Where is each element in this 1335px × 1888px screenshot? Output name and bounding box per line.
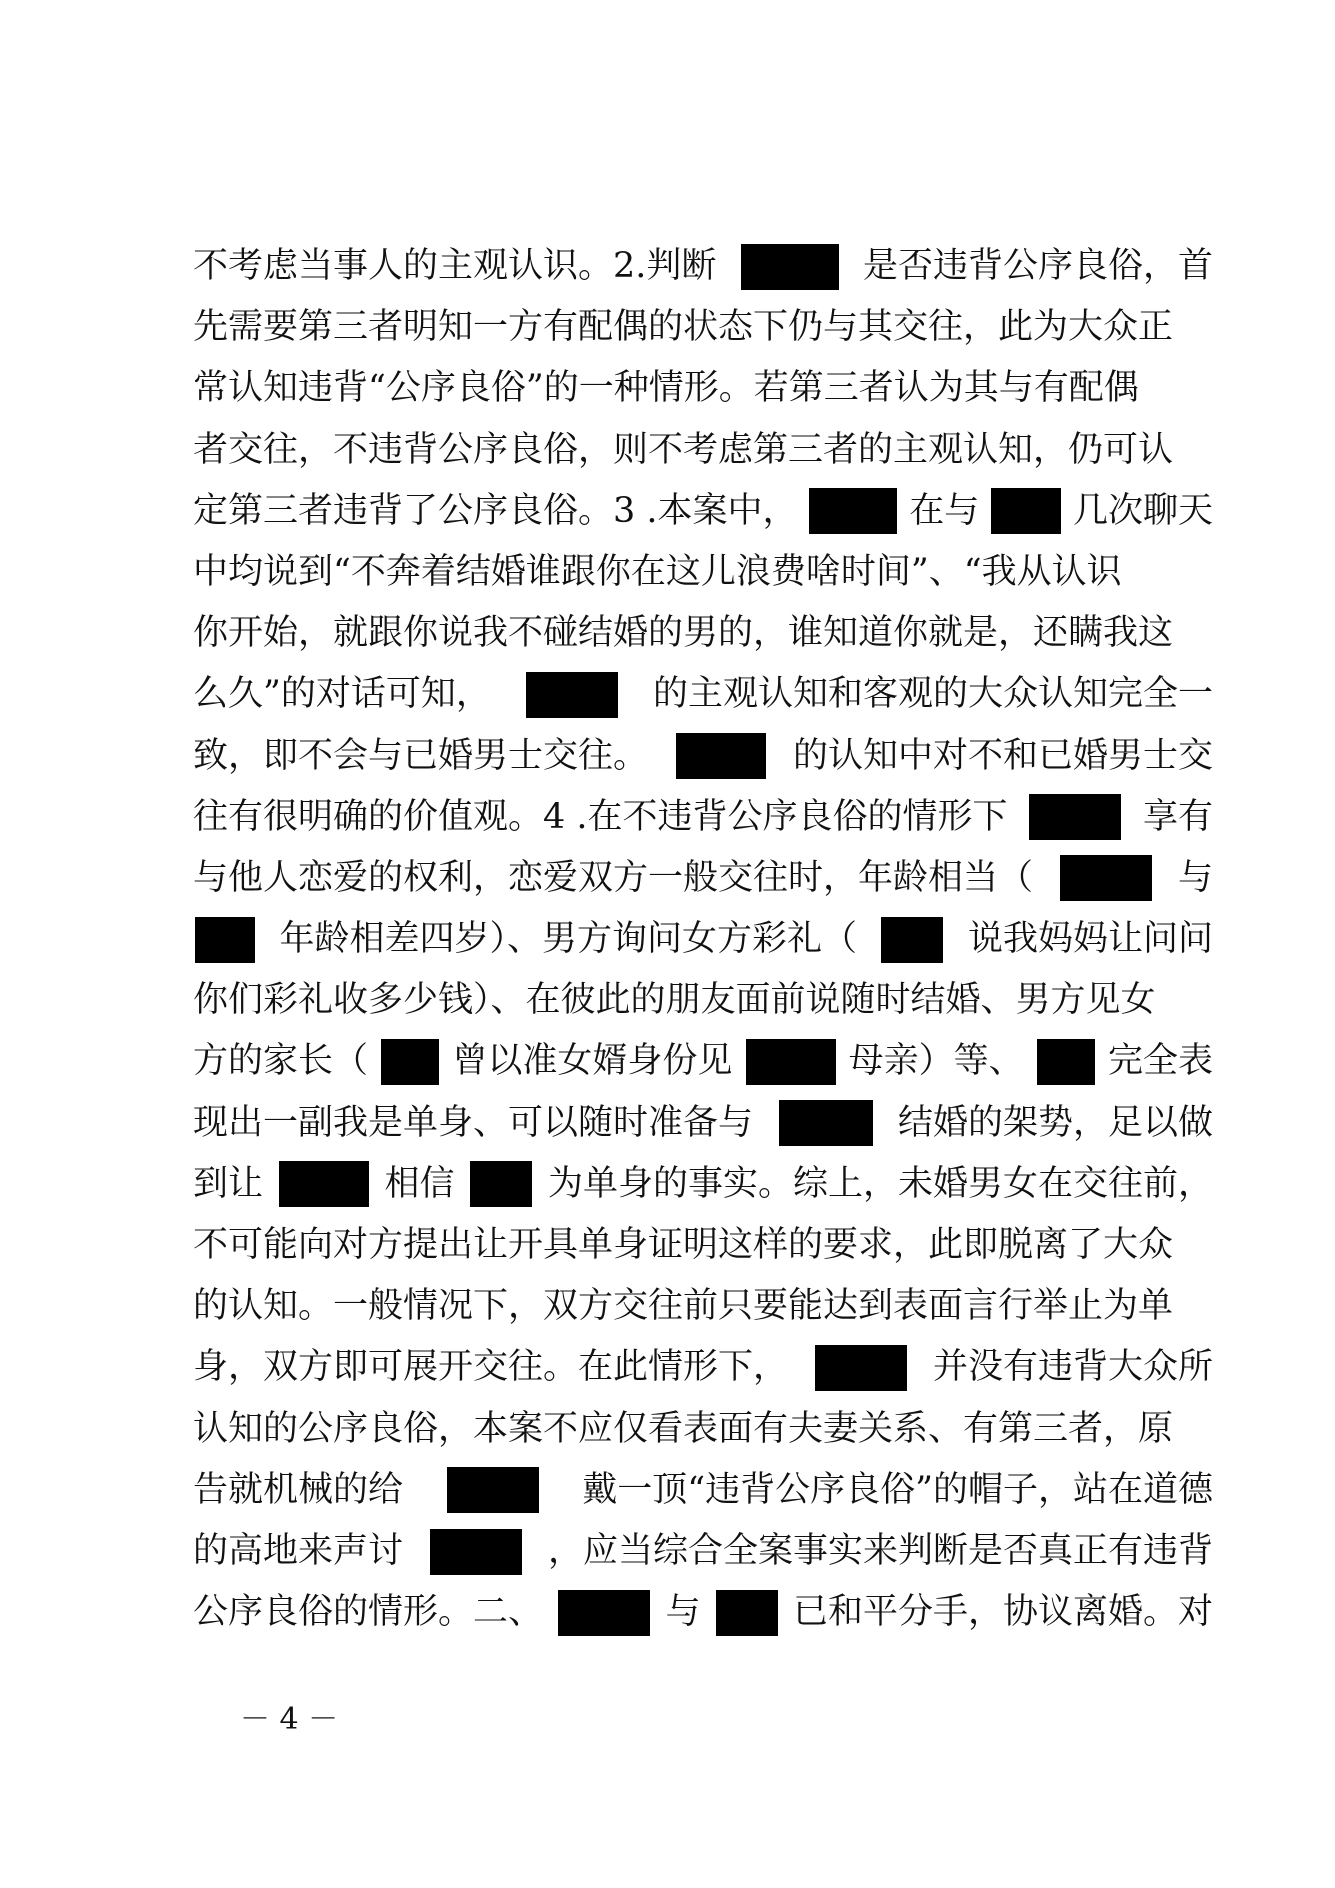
text-segment: 致，即不会与已婚男士交往。 <box>193 735 649 776</box>
redaction-block <box>430 1529 522 1575</box>
text-segment: 方的家长（ <box>193 1041 369 1082</box>
text-line <box>193 297 1213 358</box>
text-segment: 说我妈妈让问问 <box>967 919 1213 960</box>
text-segment: 相信 <box>384 1163 455 1204</box>
text-line <box>193 726 1213 787</box>
redaction-block <box>381 1039 439 1085</box>
text-segment: 你们彩礼收多少钱）、在彼此的朋友面前说随时结婚、男方见女 <box>193 980 1156 1021</box>
redaction-block <box>1029 794 1121 840</box>
text-segment: 的高地来声讨 <box>193 1530 404 1571</box>
redaction-block <box>470 1161 532 1207</box>
text-segment: 戴一顶“违背公序良俗”的帽子，站在道德 <box>582 1469 1213 1510</box>
text-line <box>193 970 1213 1031</box>
redaction-block <box>1037 1039 1095 1085</box>
page-number: － 4 － <box>240 1702 339 1737</box>
text-segment: 与 <box>665 1592 701 1633</box>
text-segment: 完全表 <box>1107 1041 1213 1082</box>
redaction-block <box>195 917 255 963</box>
text-line <box>193 909 1213 970</box>
text-segment: 不考虑当事人的主观认识。2.判断 <box>193 246 717 286</box>
text-segment: 已和平分手，协议离婚。对 <box>792 1592 1213 1633</box>
text-line <box>193 420 1213 481</box>
redaction-block <box>716 1590 778 1636</box>
text-line <box>193 1399 1213 1460</box>
text-segment: 告就机械的给 <box>193 1469 404 1510</box>
text-line <box>193 1276 1213 1337</box>
text-line <box>193 1154 1213 1215</box>
text-line <box>193 664 1213 725</box>
text-segment: 的主观认知和客观的大众认知完全一 <box>652 674 1213 715</box>
redaction-block <box>279 1161 369 1207</box>
text-segment: 母亲）等、 <box>848 1041 1024 1082</box>
text-segment: 中均说到“不奔着结婚谁跟你在这儿浪费啥时间”、“我从认识 <box>193 551 1122 592</box>
redaction-block <box>991 488 1061 534</box>
text-segment: 到让 <box>193 1163 264 1204</box>
text-segment: 不可能向对方提出让开具单身证明这样的要求，此即脱离了大众 <box>193 1225 1174 1265</box>
text-line <box>193 358 1213 419</box>
redaction-block <box>779 1100 873 1146</box>
text-segment: 与他人恋爱的权利，恋爱双方一般交往时，年龄相当（ <box>193 857 1034 898</box>
text-line <box>193 542 1213 603</box>
document-body <box>193 236 1213 1643</box>
text-segment: 公序良俗的情形。二、 <box>193 1592 544 1633</box>
text-segment: 定第三者违背了公序良俗。3 .本案中， <box>193 490 798 531</box>
text-line <box>193 1031 1213 1092</box>
redaction-block <box>1060 855 1152 901</box>
text-segment: 的认知。一般情况下，双方交往前只要能达到表面言行举止为单 <box>193 1286 1174 1327</box>
text-line <box>193 1460 1213 1521</box>
text-line <box>193 1582 1213 1643</box>
redaction-block <box>815 1345 907 1391</box>
text-line <box>193 848 1213 909</box>
text-segment: 是否违背公序良俗，首 <box>862 246 1213 286</box>
text-line <box>193 1215 1213 1276</box>
text-segment: 常认知违背“公序良俗”的一种情形。若第三者认为其与有配偶 <box>193 368 1139 409</box>
text-segment: 往有很明确的价值观。4 .在不违背公序良俗的情形下 <box>193 796 1008 837</box>
text-segment: 并没有违背大众所 <box>932 1347 1213 1388</box>
text-line <box>193 481 1213 542</box>
text-line <box>193 1337 1213 1398</box>
text-segment: 者交往，不违背公序良俗，则不考虑第三者的主观认知，仍可认 <box>193 429 1174 470</box>
text-line <box>193 1521 1213 1582</box>
text-segment: 享有 <box>1142 796 1213 837</box>
text-segment: 你开始，就跟你说我不碰结婚的男的，谁知道你就是，还瞒我这 <box>193 613 1174 654</box>
text-segment: 与 <box>1177 857 1213 898</box>
text-segment: ，应当综合全案事实来判断是否真正有违背 <box>547 1530 1213 1571</box>
text-segment: 曾以准女婿身份见 <box>452 1041 733 1082</box>
redaction-block <box>676 733 766 779</box>
redaction-block <box>881 917 943 963</box>
text-segment: 现出一副我是单身、可以随时准备与 <box>193 1102 754 1143</box>
redaction-block <box>741 244 839 290</box>
text-segment: 先需要第三者明知一方有配偶的状态下仍与其交往，此为大众正 <box>193 307 1174 348</box>
text-line <box>193 787 1213 848</box>
text-segment: 在与 <box>909 490 980 531</box>
redaction-block <box>746 1039 836 1085</box>
text-segment: 身，双方即可展开交往。在此情形下， <box>193 1347 789 1388</box>
text-line <box>193 603 1213 664</box>
text-line <box>193 236 1213 297</box>
text-segment: 为单身的事实。综上，未婚男女在交往前， <box>547 1163 1213 1204</box>
text-line <box>193 1093 1213 1154</box>
redaction-block <box>447 1467 539 1513</box>
text-segment: 年龄相差四岁）、男方询问女方彩礼（ <box>279 919 857 960</box>
redaction-block <box>526 672 618 718</box>
redaction-block <box>809 488 897 534</box>
text-segment: 结婚的架势，足以做 <box>897 1102 1213 1143</box>
text-segment: 的认知中对不和已婚男士交 <box>792 735 1213 776</box>
text-segment: 么久”的对话可知， <box>193 674 491 715</box>
text-segment: 认知的公序良俗，本案不应仅看表面有夫妻关系、有第三者，原 <box>193 1408 1174 1449</box>
redaction-block <box>558 1590 650 1636</box>
text-segment: 几次聊天 <box>1072 490 1213 531</box>
